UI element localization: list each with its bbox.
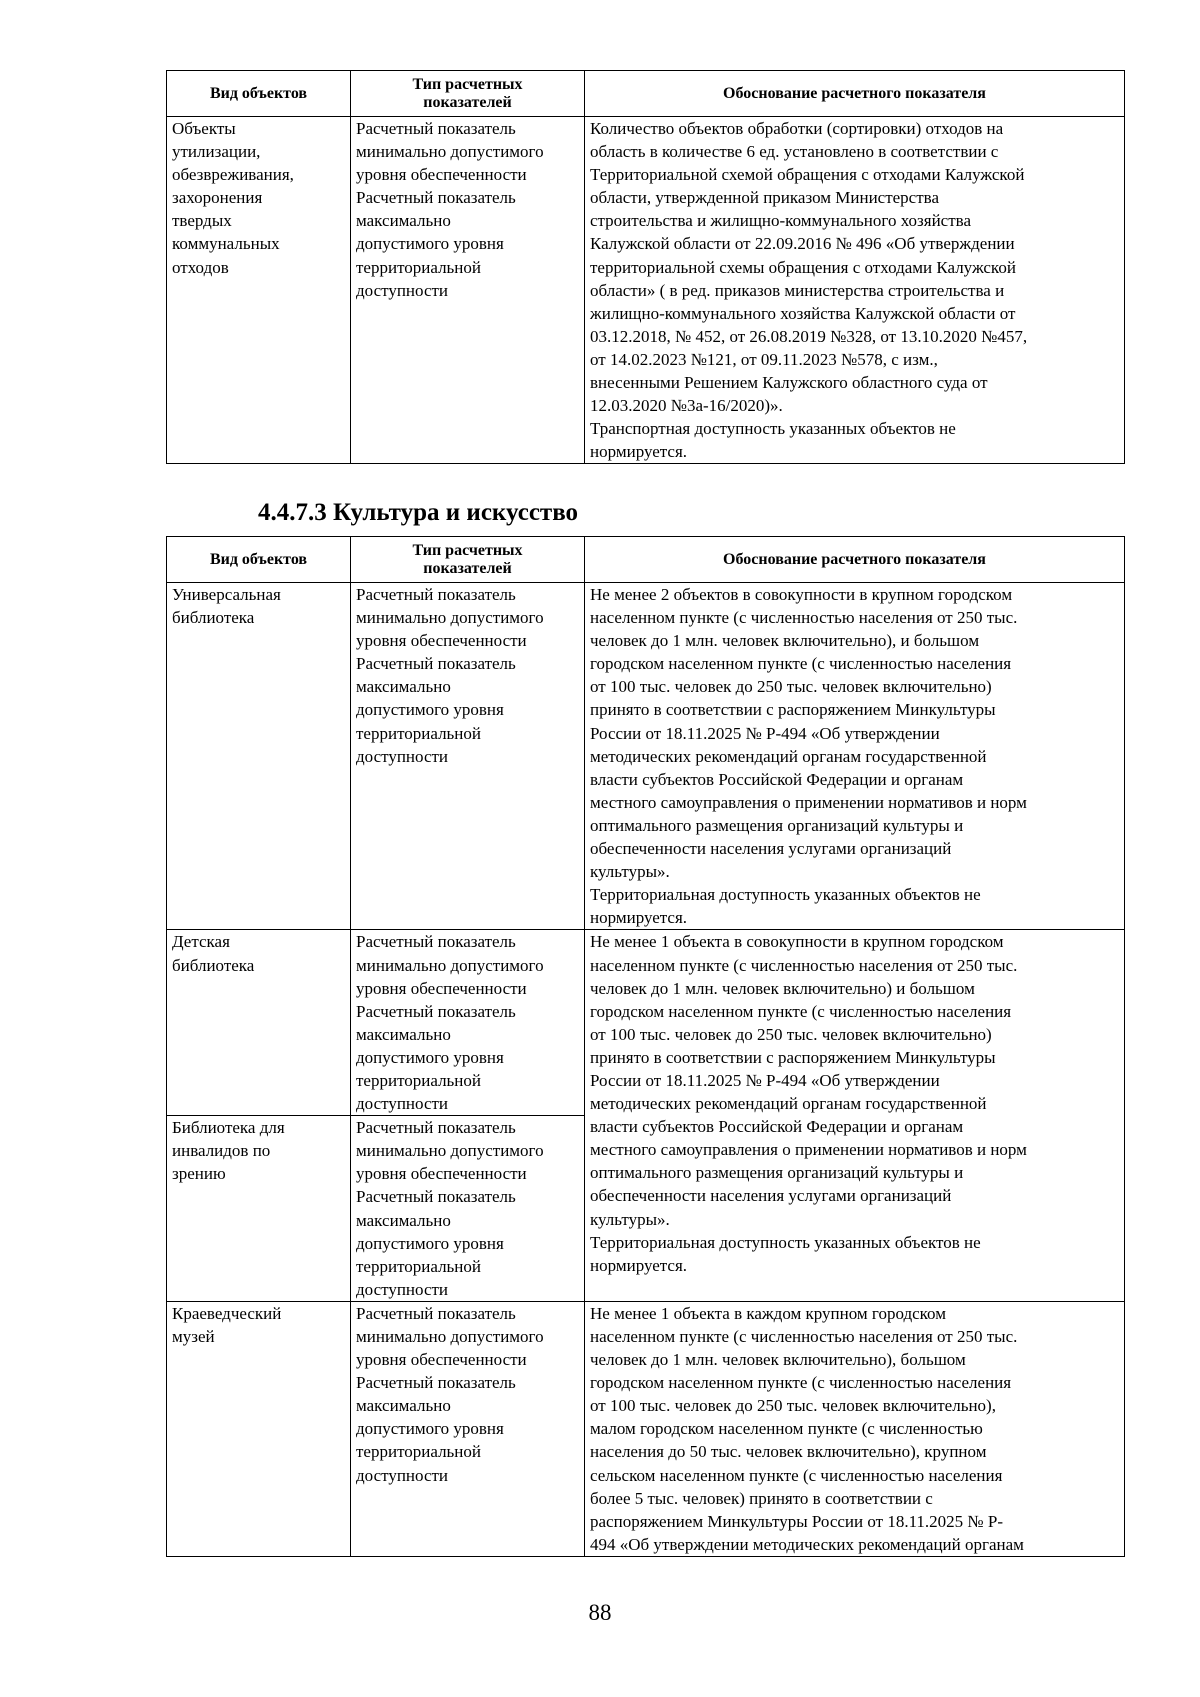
column-header-indicator-type: Тип расчетных показателей (351, 537, 585, 583)
object-type-cell: Универсальная библиотека (167, 583, 351, 930)
table-row (167, 1301, 1125, 1556)
basis-cell: Не менее 2 объектов в совокупности в крупном городском населенном пункте (с численностью населения от 250 тыс. человек до 1 млн. человек включительно), и большом городском населенном пункте (с численностью населения от 100 тыс. человек до 250 тыс. человек включительно) принято в соответствии с распоряжением Минкультуры России от 18.11.2025 № Р-494 «Об утверждении методических рекомендаций органам государственной власти субъектов Российской Федерации и органам местного самоуправления о применении нормативов и норм оптимального размещения организаций культуры и обеспеченности населения услугами организаций культуры». Территориальная доступность указанных объектов не нормируется. (585, 583, 1125, 930)
section-heading: 4.4.7.3 Культура и искусство (258, 499, 579, 526)
table-header-row (167, 537, 1125, 583)
table-row (167, 117, 1125, 464)
indicator-type-cell: Расчетный показатель минимально допустимого уровня обеспеченности Расчетный показатель максимально допустимого уровня территориальной доступности (351, 930, 585, 1116)
object-type-cell: Библиотека для инвалидов по зрению (167, 1116, 351, 1302)
indicator-type-cell: Расчетный показатель минимально допустимого уровня обеспеченности Расчетный показатель максимально допустимого уровня территориальной доступности (351, 1116, 585, 1302)
table-header-row (167, 71, 1125, 117)
basis-cell: Не менее 1 объекта в каждом крупном городском населенном пункте (с численностью населения от 250 тыс. человек до 1 млн. человек включительно), большом городском населенном пункте (с численностью населения от 100 тыс. человек до 250 тыс. человек включительно), малом городском населенном пункте (с численностью населения до 50 тыс. человек включительно), крупном сельском населенном пункте (с численностью населения более 5 тыс. человек) принято в соответствии с распоряжением Минкультуры России от 18.11.2025 № Р- 494 «Об утверждении методических рекомендаций органам (585, 1301, 1125, 1556)
column-header-object-type: Вид объектов (167, 71, 351, 117)
basis-cell: Не менее 1 объекта в совокупности в крупном городском населенном пункте (с численностью населения от 250 тыс. человек до 1 млн. человек включительно) и большом городском населенном пункте (с численностью населения от 100 тыс. человек до 250 тыс. человек включительно) принято в соответствии с распоряжением Минкультуры России от 18.11.2025 № Р-494 «Об утверждении методических рекомендаций органам государственной власти субъектов Российской Федерации и органам местного самоуправления о применении нормативов и норм оптимального размещения организаций культуры и обеспеченности населения услугами организаций культуры». Территориальная доступность указанных объектов не нормируется. (585, 930, 1125, 1302)
column-header-basis: Обоснование расчетного показателя (585, 71, 1125, 117)
indicator-type-cell: Расчетный показатель минимально допустимого уровня обеспеченности Расчетный показатель максимально допустимого уровня территориальной доступности (351, 117, 585, 464)
waste-objects-table (166, 70, 1125, 464)
indicator-type-cell: Расчетный показатель минимально допустимого уровня обеспеченности Расчетный показатель максимально допустимого уровня территориальной доступности (351, 1301, 585, 1556)
page-number: 88 (588, 1600, 612, 1625)
culture-objects-table (166, 536, 1125, 1557)
table-row (167, 583, 1125, 930)
column-header-object-type: Вид объектов (167, 537, 351, 583)
indicator-type-cell: Расчетный показатель минимально допустимого уровня обеспеченности Расчетный показатель максимально допустимого уровня территориальной доступности (351, 583, 585, 930)
object-type-cell: Детская библиотека (167, 930, 351, 1116)
object-type-cell: Объекты утилизации, обезвреживания, захоронения твердых коммунальных отходов (167, 117, 351, 464)
table-row (167, 930, 1125, 1116)
object-type-cell: Краеведческий музей (167, 1301, 351, 1556)
column-header-basis: Обоснование расчетного показателя (585, 537, 1125, 583)
basis-cell: Количество объектов обработки (сортировки) отходов на область в количестве 6 ед. установлено в соответствии с Территориальной схемой обращения с отходами Калужской области, утвержденной приказом Министерства строительства и жилищно-коммунального хозяйства Калужской области от 22.09.2016 № 496 «Об утверждении территориальной схемы обращения с отходами Калужской области» ( в ред. приказов министерства строительства и жилищно-коммунального хозяйства Калужской области от 03.12.2018, № 452, от 26.08.2019 №328, от 13.10.2020 №457, от 14.02.2023 №121, от 09.11.2023 №578, с изм., внесенными Решением Калужского областного суда от 12.03.2020 №3а-16/2020)». Транспортная доступность указанных объектов не нормируется. (585, 117, 1125, 464)
column-header-indicator-type: Тип расчетных показателей (351, 71, 585, 117)
